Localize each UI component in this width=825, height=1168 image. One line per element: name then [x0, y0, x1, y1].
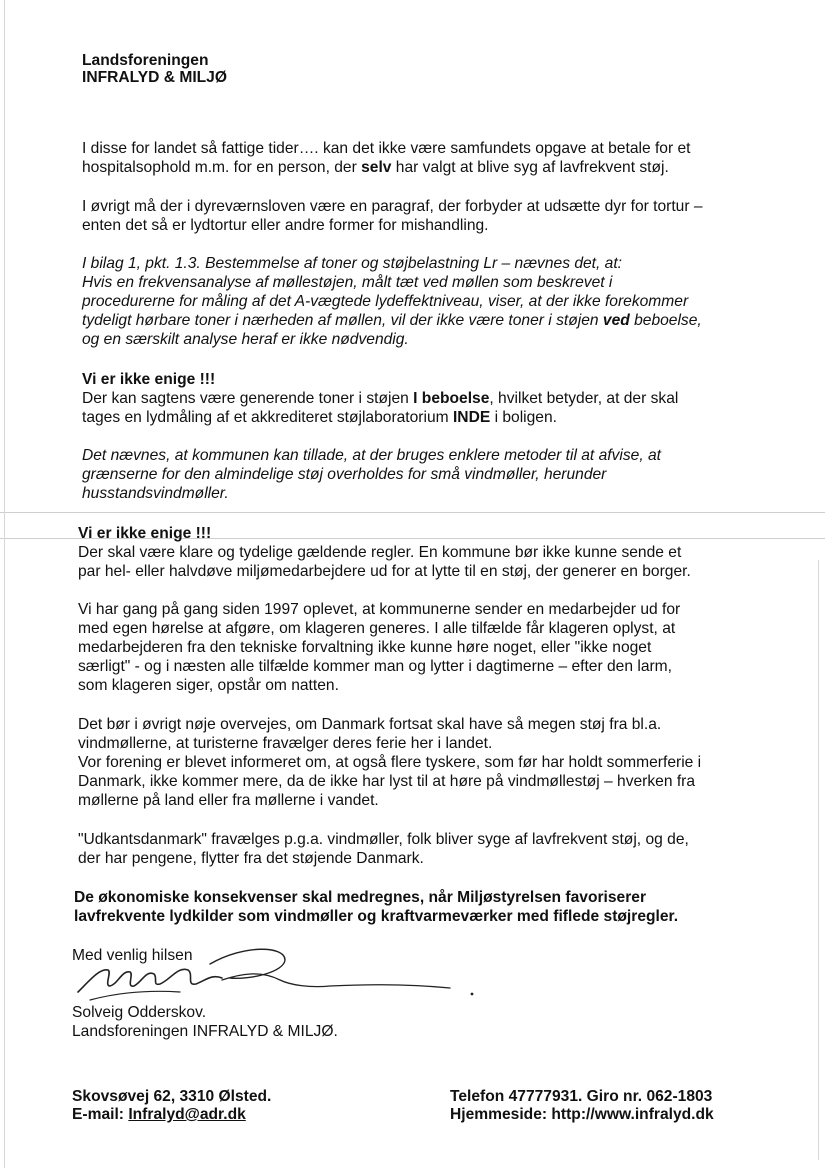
footer-email-line	[72, 1105, 246, 1124]
p3-line4-emph: ved	[602, 312, 630, 329]
p9-line2: der har pengene, flytter fra det støjende Danmark.	[78, 850, 424, 867]
p3-line5: og en særskilt analyse heraf er ikke nødvendig.	[82, 331, 409, 348]
p8-line3: Vor forening er blevet informeret om, at også flere tyskere, som før har holdt sommerferie i	[78, 754, 702, 771]
p1-line2-a: hospitalsophold m.m. for en person, der	[82, 159, 362, 176]
p6-line1: Der skal være klare og tydelige gældende regler. En kommune bør ikke kunne sende et	[78, 544, 682, 561]
p8-line5: møllerne på land eller fra møllerne i vandet.	[78, 792, 379, 809]
p7-line4: særligt" - og i næsten alle tilfælde kommer man og lytter i dagtimerne – efter den larm,	[78, 658, 673, 675]
p4-line2-emph: INDE	[452, 409, 491, 426]
scan-edge	[818, 560, 819, 1160]
footer-phone: Telefon 47777931. Giro nr. 062-1803	[450, 1088, 713, 1105]
p5-line3: husstandsvindmøller.	[82, 485, 229, 502]
p5-line2: grænserne for den almindelige støj overholdes for små vindmøller, herunder	[82, 466, 607, 483]
footer-email-link[interactable]: Infralyd@adr.dk	[128, 1106, 246, 1123]
footer-homepage: Hjemmeside: http://www.infralyd.dk	[450, 1106, 714, 1123]
p3-line1: I bilag 1, pkt. 1.3. Bestemmelse af toner og støjbelastning Lr – nævnes det, at:	[82, 255, 623, 272]
p3-line4-a: tydeligt hørbare toner i nærheden af møllen, vil der ikke være toner i støjen	[82, 312, 603, 329]
p9-line1: "Udkantsdanmark" fravælges p.g.a. vindmøller, folk bliver syge af lavfrekvent støj, og de,	[78, 831, 689, 848]
p7-line5: som klageren siger, opstår om natten.	[78, 677, 339, 694]
p4-line1-emph: I beboelse	[413, 390, 490, 407]
p7-line3: medarbejderen fra den tekniske forvaltning ikke kunne høre noget, eller "ikke noget	[78, 639, 652, 656]
p3-line4	[82, 311, 702, 330]
closing-org: Landsforeningen INFRALYD & MILJØ.	[72, 1023, 338, 1040]
p4-line1-a: Der kan sagtens være generende toner i støjen	[82, 390, 414, 407]
p4-line2-c: i boligen.	[490, 409, 557, 426]
p3-line4-c: beboelse,	[629, 312, 702, 329]
p4-line2-a: tages en lydmåling af et akkrediteret støjlaboratorium	[82, 409, 453, 426]
p1-line2	[82, 158, 669, 177]
footer-email-label: E-mail:	[72, 1106, 129, 1123]
letterhead-line2: INFRALYD & MILJØ	[82, 69, 227, 86]
closing-name: Solveig Odderskov.	[72, 1004, 207, 1021]
p6-line2: par hel- eller halvdøve miljømedarbejdere ud for at lytte til en støj, der generer en borger.	[78, 563, 691, 580]
p10-line1: De økonomiske konsekvenser skal medregnes, når Miljøstyrelsen favoriserer	[74, 889, 647, 906]
p4-line2	[82, 408, 557, 427]
scan-line	[0, 512, 825, 513]
letterhead	[82, 52, 227, 86]
p4-heading: Vi er ikke enige !!!	[82, 371, 216, 388]
p8-line2: vindmøllerne, at turisterne fravælger deres ferie her i landet.	[78, 735, 493, 752]
p5-line1: Det nævnes, at kommunen kan tillade, at der bruges enklere metoder til at afvise, at	[82, 447, 662, 464]
p4-line1	[82, 389, 678, 408]
p1-line2-c: har valgt at blive syg af lavfrekvent støj.	[391, 159, 669, 176]
p2-line1: I øvrigt må der i dyreværnsloven være en paragraf, der forbyder at udsætte dyr for tortur –	[82, 198, 703, 215]
p3-line3: procedurerne for måling af det A-vægtede lydeffektniveau, viser, at der ikke forekommer	[82, 293, 689, 310]
p10-line2: lavfrekvente lydkilder som vindmøller og kraftvarmeværker med fiflede støjregler.	[74, 908, 679, 925]
p7-line2: med egen hørelse at afgøre, om klageren generes. I alle tilfælde får klageren oplyst, at	[78, 620, 676, 637]
signature-scribble	[60, 940, 480, 1010]
p1-line1: I disse for landet så fattige tider…. kan det ikke være samfundets opgave at betale for et	[82, 140, 691, 157]
letterhead-line1: Landsforeningen	[82, 52, 209, 69]
scan-edge	[4, 0, 5, 1168]
p8-line1: Det bør i øvrigt nøje overvejes, om Danmark fortsat skal have så megen støj fra bl.a.	[78, 716, 662, 733]
closing-greeting: Med venlig hilsen	[72, 947, 193, 964]
p6-heading: Vi er ikke enige !!!	[78, 525, 212, 542]
p4-line1-c: , hvilket betyder, at der skal	[489, 390, 679, 407]
p1-line2-emph: selv	[361, 159, 392, 176]
p8-line4: Danmark, ikke kommer mere, da de ikke har lyst til at høre på vindmøllestøj – hverken fra	[78, 773, 696, 790]
footer-address: Skovsøvej 62, 3310 Ølsted.	[72, 1088, 272, 1105]
p3-line2: Hvis en frekvensanalyse af møllestøjen, målt tæt ved møllen som beskrevet i	[82, 274, 613, 291]
p7-line1: Vi har gang på gang siden 1997 oplevet, at kommunerne sender en medarbejder ud for	[78, 601, 681, 618]
p2-line2: enten det så er lydtortur eller andre former for mishandling.	[82, 217, 489, 234]
